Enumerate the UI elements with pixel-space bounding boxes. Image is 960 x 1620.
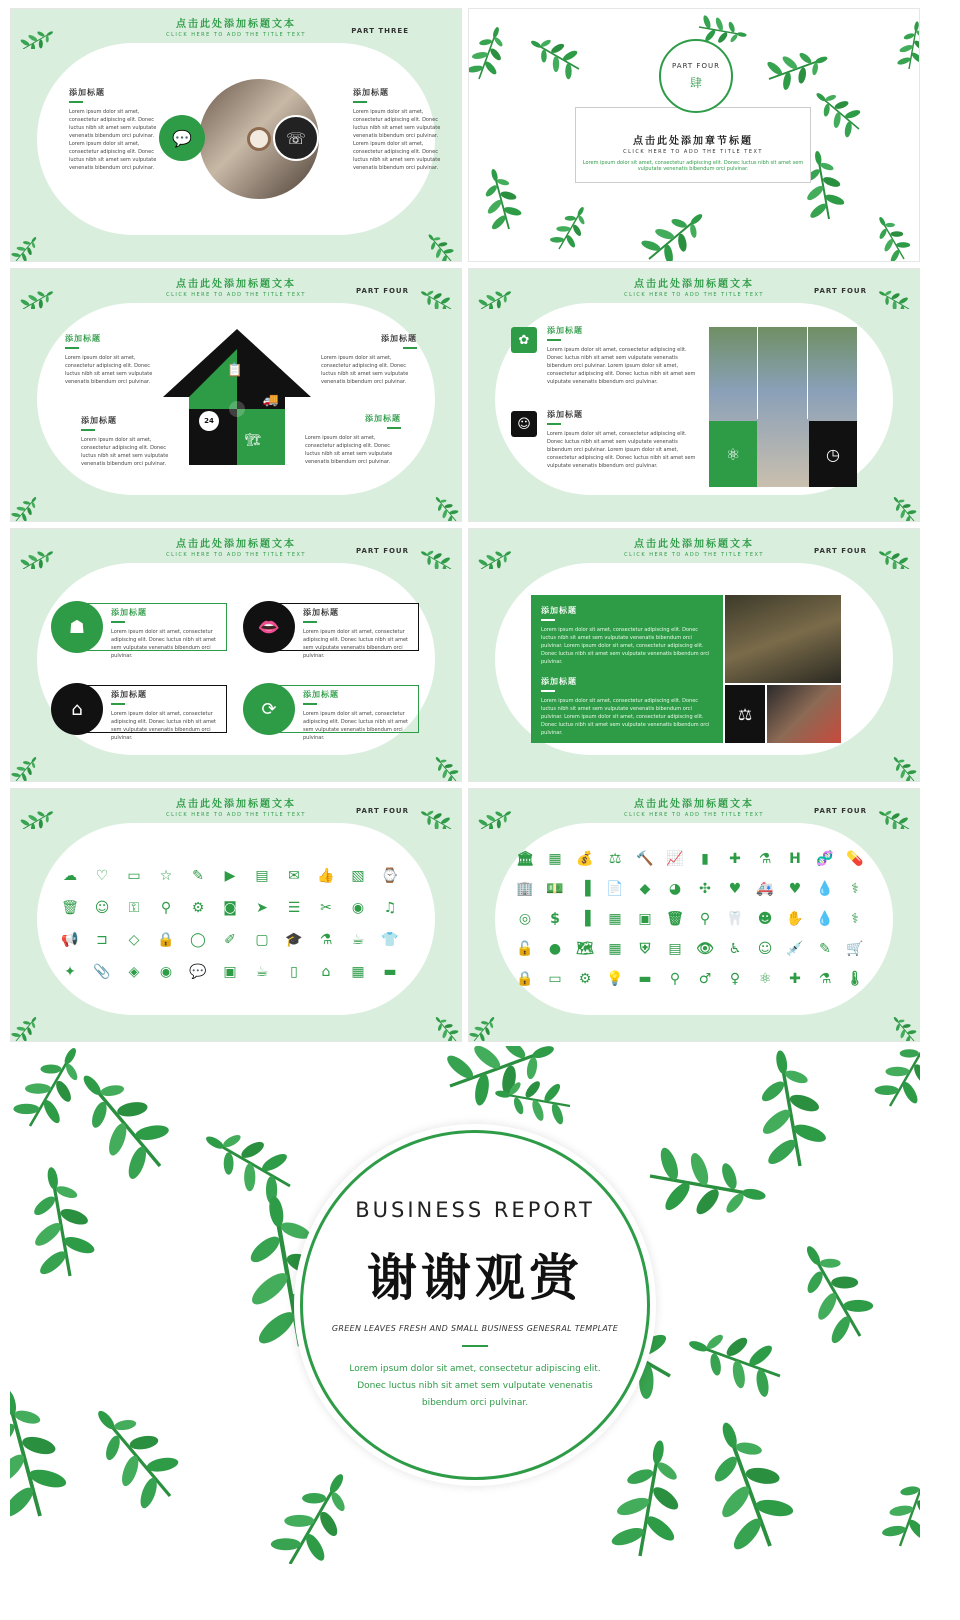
stats-icon: ▐ [579, 911, 591, 927]
phone-icon: ▯ [290, 964, 298, 980]
subtitle: 添加标题 [381, 333, 417, 343]
header-cn: 点击此处添加标题文本 [176, 279, 296, 290]
graduation-icon: 🎓 [285, 932, 303, 948]
body-text: Lorem ipsum dolor sit amet, consectetur adipiscing elit. Donec luctus nibh sit amet sem vulputate venenatis bibendum orci pulvinar. [111, 711, 216, 741]
slide-outline-icons[interactable] [10, 788, 462, 1042]
title-underline [547, 423, 561, 425]
part-number-char: 肆 [689, 75, 702, 90]
slide-part-four-cover[interactable] [468, 8, 920, 262]
body-text: Lorem ipsum dolor sit amet, consectetur adipiscing elit. Donec luctus nibh sit amet sem vulputate venenatis bibendum orci pulvinar. Lorem ipsum dolor sit amet, consectetur adipiscing elit. Donec luctus nibh sit amet sem vulputate venenatis bibendum orci pulvinar. [541, 698, 710, 736]
header-en: CLICK HERE TO ADD THE TITLE TEXT [166, 552, 306, 558]
dollar-icon: $ [550, 911, 560, 927]
body-text: Lorem ipsum dolor sit amet, consectetur adipiscing elit. Donec luctus nibh sit amet sem vulputate venenatis bibendum orci pulvinar. Lorem ipsum dolor sit amet, consectetur adipiscing elit. Donec luctus nibh sit amet sem vulputate venenatis bibendum orci pulvinar. [547, 431, 696, 469]
calendar-icon: ▦ [548, 851, 562, 867]
dna-icon: 🧬 [816, 851, 834, 867]
subtitle: 添加标题 [303, 689, 339, 699]
target-icon: ◎ [518, 911, 532, 927]
header-en: CLICK HERE TO ADD THE TITLE TEXT [624, 552, 764, 558]
calculator-icon: ▦ [608, 911, 622, 927]
wallet-icon: ▬ [383, 964, 397, 980]
card-icon: ▭ [548, 971, 562, 987]
bulb-icon: ◯ [190, 932, 206, 948]
header-cn: 点击此处添加标题文本 [176, 539, 296, 550]
thermometer-icon: 🌡 [846, 971, 864, 987]
syringe-icon: 💉 [786, 941, 804, 957]
music-icon: ♫ [383, 900, 397, 916]
chart-up-icon: 📈 [666, 851, 684, 867]
thumb-icon: 👍 [317, 868, 335, 884]
image-icon: ▧ [351, 868, 365, 884]
desc-line-2: Donec luctus nibh sit amet sem vulputate venenatis [357, 1381, 593, 1391]
slide-four-features[interactable] [10, 528, 462, 782]
doctor-icon: ⚕ [851, 911, 859, 927]
android-icon: ☗ [51, 601, 103, 653]
chat-icon: 💬 [189, 964, 207, 980]
dropper-icon: ✎ [819, 941, 831, 957]
leaf-corner-icon [869, 1001, 919, 1041]
gears-icon: ⚙ [578, 971, 592, 987]
leaf-corner-icon [11, 789, 71, 829]
leaf-corner-icon [411, 1001, 461, 1041]
hospital-icon: H [789, 851, 801, 867]
bulb-icon: 💡 [606, 971, 624, 987]
subtitle: 添加标题 [353, 87, 389, 97]
body-text: Lorem ipsum dolor sit amet, consectetur adipiscing elit. Donec luctus nibh sit amet sem vulputate venenatis bibendum orci pulvinar. [303, 711, 408, 741]
watch-icon: ⌚ [381, 868, 399, 884]
atom-icon: ⚛ [709, 421, 757, 487]
diamond-icon: ◇ [128, 932, 140, 948]
monitor-icon: ▢ [255, 932, 269, 948]
scale-icon: ⚖ [608, 851, 622, 867]
slide-thanks[interactable] [10, 1046, 920, 1564]
desc-line-3: bibendum orci pulvinar. [421, 1398, 529, 1408]
tag-icon: ⊐ [96, 932, 108, 948]
leaf-corner-icon [401, 529, 461, 569]
subtitle: 添加标题 [547, 409, 583, 419]
coffee-icon: ☕ [255, 964, 269, 980]
body-text: Lorem ipsum dolor sit amet, consectetur adipiscing elit. Donec luctus nibh sit amet sem vulputate venenatis bibendum orci pulvinar. [81, 437, 169, 467]
subtitle: 添加标题 [303, 607, 339, 617]
battery-icon: ▮ [701, 851, 709, 867]
body-text: Lorem ipsum dolor sit amet, consectetur adipiscing elit. Donec luctus nibh sit amet sem vulputate venenatis bibendum orci pulvinar. Lorem ipsum dolor sit amet, consectetur adipiscing elit. Donec luctus nibh sit amet sem vulputate venenatis bibendum orci pulvinar. [69, 109, 157, 171]
leaf-corner-icon [401, 269, 461, 309]
pencil-icon: ✐ [224, 932, 236, 948]
part-label: PART FOUR [356, 547, 409, 555]
leaf-corner-icon [411, 481, 461, 521]
refresh-icon: ⟳ [243, 683, 295, 735]
slide-part-three[interactable] [10, 8, 462, 262]
part-label: PART FOUR [672, 61, 720, 70]
house-puzzle-graphic [163, 329, 311, 465]
header-cn: 点击此处添加标题文本 [176, 799, 296, 810]
header-cn: 点击此处添加标题文本 [634, 279, 754, 290]
content-panel [37, 43, 441, 235]
thanks-heading: 谢谢观赏 [367, 1248, 583, 1307]
blood-icon: 💧 [816, 911, 834, 927]
hand-photo [767, 685, 841, 743]
leaf-corner-icon [11, 481, 61, 521]
title-underline [541, 619, 555, 621]
subtitle: 添加标题 [547, 325, 583, 335]
section-title-box [575, 107, 811, 183]
photo-divider [757, 327, 758, 419]
part-label: PART FOUR [814, 807, 867, 815]
smile-icon: ☺ [511, 411, 537, 437]
drop-icon: 💧 [816, 881, 834, 897]
first-aid-icon: ✚ [789, 971, 801, 987]
clipboard-icon: 📋 [226, 363, 244, 378]
leaf-corner-icon [11, 221, 61, 261]
subtitle: 添加标题 [541, 605, 577, 615]
title-underline [541, 690, 555, 692]
thanks-content [300, 1130, 650, 1480]
building-icon: 🏢 [516, 881, 534, 897]
document-icon: ▤ [668, 941, 682, 957]
leaf-corner-icon [11, 1001, 61, 1041]
leaf-corner-icon [859, 789, 919, 829]
lab-icon: ⚗ [818, 971, 832, 987]
leaf-corner-icon [869, 741, 919, 781]
part-label: PART FOUR [814, 547, 867, 555]
subtitle: 添加标题 [65, 333, 101, 343]
cup-icon: ☕ [351, 932, 365, 948]
grid-icon: ▦ [608, 941, 622, 957]
coin-icon: ● [548, 941, 562, 957]
body-text: Lorem ipsum dolor sit amet, consectetur adipiscing elit. Donec luctus nibh sit amet sem vulputate venenatis bibendum orci pulvinar. Lorem ipsum dolor sit amet, consectetur adipiscing elit. Donec luctus nibh sit amet sem vulputate venenatis bibendum orci pulvinar. [353, 109, 441, 171]
header-en: CLICK HERE TO ADD THE TITLE TEXT [166, 292, 306, 298]
hand-icon: ✋ [786, 911, 804, 927]
green-text-block [531, 595, 723, 743]
bar-chart-icon: ▐ [579, 881, 591, 897]
user-icon: ☺ [94, 900, 110, 916]
leaf-corner-icon [11, 269, 71, 309]
atom-icon: ⚛ [758, 971, 772, 987]
header-cn: 点击此处添加标题文本 [176, 19, 296, 30]
network-icon: ✣ [699, 881, 711, 897]
title-underline [111, 703, 125, 705]
header-en: CLICK HERE TO ADD THE TITLE TEXT [166, 812, 306, 818]
clip-icon: 📎 [93, 964, 111, 980]
scale-icon: ⚖ [725, 685, 765, 743]
header-en: CLICK HERE TO ADD THE TITLE TEXT [624, 812, 764, 818]
leaf-corner-icon [469, 529, 529, 569]
shop-icon: ⌂ [321, 964, 331, 980]
header-en: CLICK HERE TO ADD THE TITLE TEXT [166, 32, 306, 38]
pin-icon: ◈ [128, 964, 140, 980]
leaf-corner-icon [859, 529, 919, 569]
heart-pulse-icon: ♥ [788, 881, 802, 897]
title-underline [111, 621, 125, 623]
clock-icon: ◷ [809, 421, 857, 487]
subtitle: 添加标题 [69, 87, 105, 97]
cloud-icon: ☁ [63, 868, 77, 884]
male-icon: ♂ [698, 971, 712, 987]
content-panel [37, 303, 435, 495]
lips-icon: 👄 [243, 601, 295, 653]
header-cn: 点击此处添加标题文本 [634, 539, 754, 550]
pie-icon: ◕ [668, 881, 682, 897]
title-underline [387, 427, 401, 429]
business-report-title: BUSINESS REPORT [355, 1198, 595, 1222]
subtitle: 添加标题 [365, 413, 401, 423]
leaf-corner-icon [469, 789, 529, 829]
presentation-icon: ▣ [638, 911, 652, 927]
map-icon: 🗺 [576, 941, 594, 957]
gem-icon: ◆ [639, 881, 651, 897]
outline-icon-grid [61, 867, 413, 987]
content-panel [37, 563, 435, 755]
leaf-corner-icon [11, 9, 71, 49]
fire-icon: ✦ [64, 964, 76, 980]
shirt-icon: 👕 [381, 932, 399, 948]
leaf-corner-icon [859, 269, 919, 309]
divider-line [462, 1345, 488, 1347]
24h-icon: 24 [199, 411, 219, 431]
cart-icon: 🛒 [846, 941, 864, 957]
medicine-icon: ✚ [729, 851, 741, 867]
part-label: PART FOUR [814, 287, 867, 295]
content-panel [495, 563, 893, 755]
inbox-icon: ▣ [223, 964, 237, 980]
search-icon: ⚲ [160, 900, 172, 916]
female-icon: ♀ [729, 971, 741, 987]
content-panel [495, 823, 893, 1015]
heart-icon: ♡ [95, 868, 109, 884]
key-icon: ⚿ [128, 900, 140, 916]
search-icon: ⚲ [699, 911, 711, 927]
lock-icon: 🔒 [157, 932, 175, 948]
megaphone-icon: 📢 [61, 932, 79, 948]
forklift-icon: 🏗 [244, 433, 262, 448]
gavel-icon: 🔨 [636, 851, 654, 867]
trash-icon: 🗑 [666, 911, 684, 927]
person-icon: ☺ [757, 941, 773, 957]
part-label: PART FOUR [356, 287, 409, 295]
mail-icon: ✉ [288, 868, 300, 884]
title-underline [547, 339, 561, 341]
database-icon: ◉ [351, 900, 365, 916]
lock-icon: 🔒 [516, 971, 534, 987]
bank-icon: 🏛 [516, 851, 534, 867]
leaf-corner-icon [411, 741, 461, 781]
title-underline [303, 703, 317, 705]
video-icon: ▶ [224, 868, 236, 884]
leaf-corner-icon [869, 481, 919, 521]
leaf-corner-icon [401, 221, 461, 261]
report-icon: 📄 [606, 881, 624, 897]
body-text: Lorem ipsum dolor sit amet, consectetur adipiscing elit. Donec luctus nibh sit amet sem vulputate venenatis bibendum orci pulvinar. [321, 355, 409, 385]
body-text: Lorem ipsum dolor sit amet, consectetur adipiscing elit. Donec luctus nibh sit amet sem vulputate venenatis bibendum orci pulvinar. Lorem ipsum dolor sit amet, consectetur adipiscing elit. Donec luctus nibh sit amet sem vulputate venenatis bibendum orci pulvinar. [541, 627, 710, 665]
leaf-corner-icon [401, 789, 461, 829]
desc-line-1: Lorem ipsum dolor sit amet, consectetur adipiscing elit. [349, 1364, 601, 1374]
subtitle: 添加标题 [111, 689, 147, 699]
star-icon: ☆ [159, 868, 173, 884]
template-subtitle: GREEN LEAVES FRESH AND SMALL BUSINESS GENESRAL TEMPLATE [331, 1324, 619, 1333]
wallet-icon: ▬ [638, 971, 652, 987]
part-label: PART THREE [351, 27, 409, 35]
pill-icon: 💊 [846, 851, 864, 867]
body-text: Lorem ipsum dolor sit amet, consectetur adipiscing elit. Donec luctus nibh sit amet sem vulputate venenatis bibendum orci pulvinar. [65, 355, 153, 385]
send-icon: ➤ [256, 900, 268, 916]
slide-filled-icons[interactable] [468, 788, 920, 1042]
leaf-corner-icon [11, 529, 71, 569]
unlock-icon: 🔓 [516, 941, 534, 957]
filled-icon-grid [515, 849, 875, 1009]
slide-soccer[interactable] [468, 268, 920, 522]
body-text: Lorem ipsum dolor sit amet, consectetur adipiscing elit. Donec luctus nibh sit amet sem vulputate venenatis bibendum orci pulvinar. [111, 629, 216, 659]
tooth-icon: 🦷 [726, 911, 744, 927]
header-en: CLICK HERE TO ADD THE TITLE TEXT [624, 292, 764, 298]
pen-icon: ✎ [192, 868, 204, 884]
stethoscope-icon: ⚕ [851, 881, 859, 897]
leaf-corner-icon [469, 1001, 519, 1041]
calendar-icon: ▦ [351, 964, 365, 980]
slide-green-block[interactable] [468, 528, 920, 782]
leaf-corner-icon [469, 269, 529, 309]
title-underline [65, 347, 79, 349]
heartbeat-icon: ♥ [728, 881, 742, 897]
section-desc: Lorem ipsum dolor sit amet, consectetur adipiscing elit. Donec luctus nibh sit amet sem vulputate venenatis bibendum orci pulvinar. [582, 160, 804, 172]
eye-icon: 👁 [696, 941, 714, 957]
truck-icon: 🚚 [262, 393, 280, 408]
mortar-icon: ⚗ [758, 851, 772, 867]
subtitle: 添加标题 [541, 676, 577, 686]
home-heart-icon: ⌂ [51, 683, 103, 735]
title-underline [81, 429, 95, 431]
money-bag-icon: 💰 [576, 851, 594, 867]
part-circle [659, 39, 733, 113]
cash-icon: 💵 [546, 881, 564, 897]
content-panel [37, 823, 435, 1015]
chat-icon: 💬 [159, 115, 205, 161]
title-underline [403, 347, 417, 349]
title-underline [69, 101, 83, 103]
vintage-room-photo [725, 595, 841, 683]
cup-shape [247, 127, 271, 151]
medal-icon: ✿ [511, 327, 537, 353]
body-text: Lorem ipsum dolor sit amet, consectetur adipiscing elit. Donec luctus nibh sit amet sem vulputate venenatis bibendum orci pulvinar. [305, 435, 393, 465]
subtitle: 添加标题 [81, 415, 117, 425]
part-label: PART FOUR [356, 807, 409, 815]
body-text: Lorem ipsum dolor sit amet, consectetur adipiscing elit. Donec luctus nibh sit amet sem vulputate venenatis bibendum orci pulvinar. Lorem ipsum dolor sit amet, consectetur adipiscing elit. Donec luctus nibh sit amet sem vulputate venenatis bibendum orci pulvinar. [547, 347, 696, 385]
magnifier-icon: ⚲ [669, 971, 681, 987]
news-icon: ▤ [255, 868, 269, 884]
title-underline [353, 101, 367, 103]
flask-icon: ⚗ [319, 932, 333, 948]
sliders-icon: ☰ [287, 900, 301, 916]
shield-icon: ⛨ [639, 941, 651, 957]
tablet-icon: ▭ [127, 868, 141, 884]
header-cn: 点击此处添加标题文本 [634, 799, 754, 810]
ticket-icon: ✂ [320, 900, 332, 916]
wheelchair-icon: ♿ [728, 941, 742, 957]
ambulance-icon: 🚑 [756, 881, 774, 897]
content-panel [495, 303, 893, 495]
camera-icon: ◙ [223, 900, 237, 916]
eye-icon: ◉ [159, 964, 173, 980]
section-title-cn: 点击此处添加章节标题 [633, 136, 753, 147]
leaf-corner-icon [11, 741, 61, 781]
body-text: Lorem ipsum dolor sit amet, consectetur adipiscing elit. Donec luctus nibh sit amet sem vulputate venenatis bibendum orci pulvinar. [303, 629, 408, 659]
gear-icon: ⚙ [191, 900, 205, 916]
subtitle: 添加标题 [111, 607, 147, 617]
photo-divider [807, 327, 808, 419]
title-underline [303, 621, 317, 623]
head-icon: ☻ [757, 911, 773, 927]
phone-clock-icon: ☏ [273, 115, 319, 161]
slide-house-puzzle[interactable] [10, 268, 462, 522]
trash-icon: 🗑 [61, 900, 79, 916]
section-title-en: CLICK HERE TO ADD THE TITLE TEXT [623, 149, 763, 155]
